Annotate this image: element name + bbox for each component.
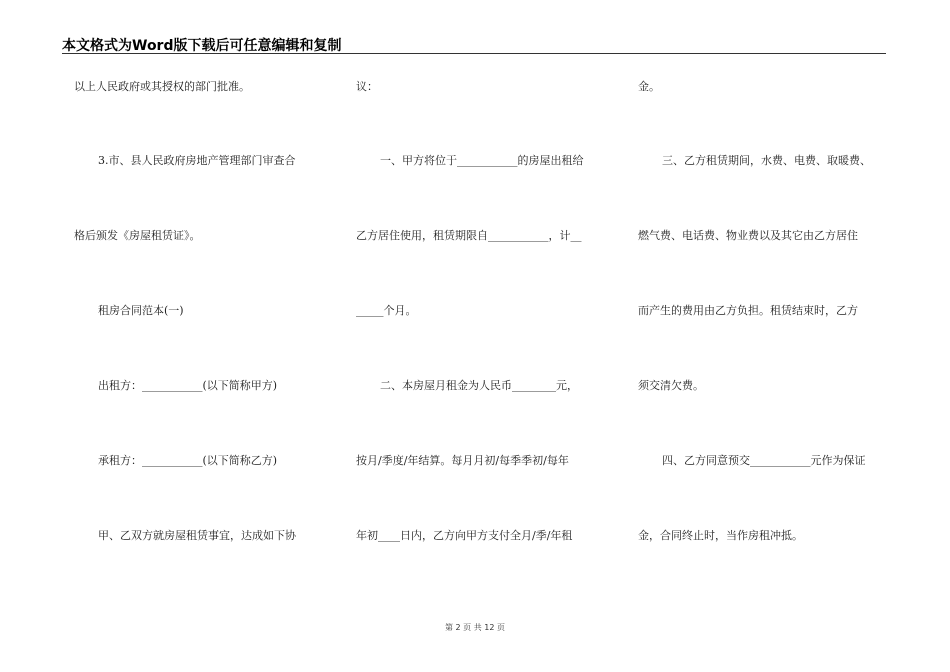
text-line: 四、乙方同意预交___________元作为保证 xyxy=(662,454,866,467)
text-line: 格后颁发《房屋租赁证》。 xyxy=(74,229,201,242)
text-line: 出租方：___________(以下简称甲方) xyxy=(98,379,278,392)
text-line: 燃气费、电话费、物业费以及其它由乙方居住 xyxy=(638,229,858,242)
text-column-2 xyxy=(356,0,606,672)
text-line: 议： xyxy=(356,80,378,93)
text-column-3 xyxy=(638,0,888,672)
text-line: 承租方：___________(以下简称乙方) xyxy=(98,454,278,467)
page-number: 第 2 页 共 12 页 xyxy=(445,623,505,632)
text-line: 3.市、县人民政府房地产管理部门审查合 xyxy=(98,154,296,167)
text-line: 租房合同范本(一) xyxy=(98,304,184,317)
text-line: 须交清欠费。 xyxy=(638,379,704,392)
text-line: 三、乙方租赁期间，水费、电费、取暖费、 xyxy=(662,154,871,167)
text-line: 金，合同终止时，当作房租冲抵。 xyxy=(638,529,803,542)
text-line: 一、甲方将位于___________的房屋出租给 xyxy=(380,154,584,167)
text-line: 金。 xyxy=(638,80,660,93)
header-title: 本文格式为Word版下载后可任意编辑和复制 xyxy=(62,38,342,54)
text-line: 年初____日内，乙方向甲方支付全月/季/年租 xyxy=(356,529,573,542)
text-column-1 xyxy=(74,0,324,672)
text-line: _____个月。 xyxy=(356,304,417,317)
text-line: 甲、乙双方就房屋租赁事宜，达成如下协 xyxy=(98,529,296,542)
text-line: 以上人民政府或其授权的部门批准。 xyxy=(74,80,250,93)
text-line: 而产生的费用由乙方负担。租赁结束时，乙方 xyxy=(638,304,858,317)
text-line: 按月/季度/年结算。每月月初/每季季初/每年 xyxy=(356,454,569,467)
text-line: 二、本房屋月租金为人民币________元， xyxy=(380,379,578,392)
text-line: 乙方居住使用，租赁期限自___________，计__ xyxy=(356,229,582,242)
